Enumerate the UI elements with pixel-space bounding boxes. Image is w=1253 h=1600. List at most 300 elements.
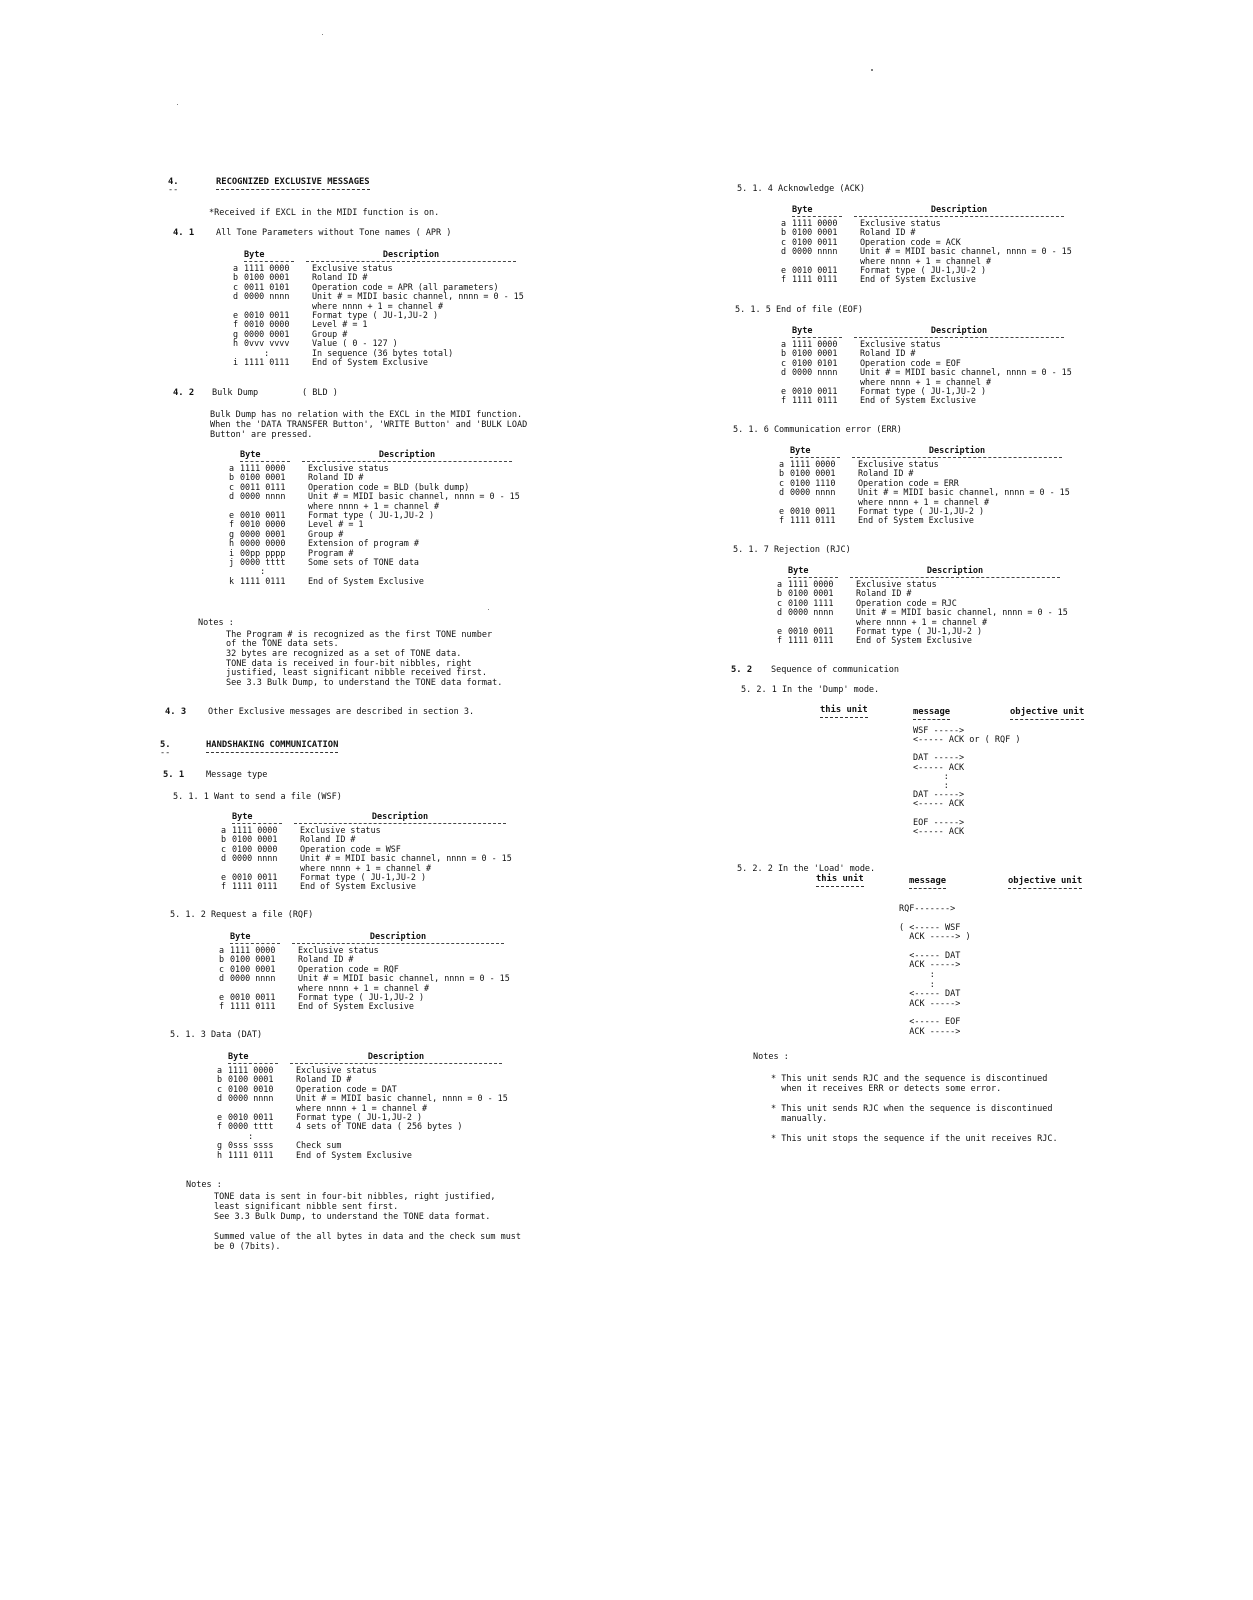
row-key: b bbox=[220, 834, 226, 845]
table-row bbox=[212, 577, 520, 586]
row-description: Roland ID # bbox=[856, 588, 912, 599]
row-byte: 0sss ssss bbox=[228, 1140, 274, 1151]
sequence-line: : bbox=[899, 969, 935, 980]
row-key bbox=[764, 257, 792, 266]
row-description: Group # bbox=[312, 328, 348, 339]
scan-speck bbox=[322, 34, 323, 35]
row-key: e bbox=[778, 506, 784, 517]
description-header-rule bbox=[302, 461, 512, 462]
section-5-1-2-title: 5. 1. 2 Request a file (RQF) bbox=[170, 910, 314, 920]
description-column-header: Description bbox=[382, 250, 440, 260]
notes-4-2-line-2: of the TONE data sets. bbox=[226, 639, 339, 649]
notes-4-2-line-6: See 3.3 Bulk Dump, to understand the TONE data format. bbox=[226, 678, 503, 688]
description-header-rule bbox=[854, 337, 1064, 338]
row-key: c bbox=[216, 1083, 222, 1094]
sequence-line: <----- ACK bbox=[913, 762, 965, 773]
row-description: End of System Exclusive bbox=[858, 515, 974, 526]
row-key bbox=[760, 618, 788, 627]
row-key: d bbox=[232, 291, 238, 302]
eof-byte-table bbox=[764, 326, 1072, 406]
table-row bbox=[762, 516, 1070, 525]
section-4-2-title: Bulk Dump bbox=[212, 388, 259, 398]
row-byte: 0011 0101 bbox=[244, 281, 290, 292]
row-description: Format type ( JU-1,JU-2 ) bbox=[308, 510, 435, 521]
err-byte-table bbox=[762, 446, 1070, 526]
row-byte: 0010 0011 bbox=[232, 872, 278, 883]
row-byte: 0100 0101 bbox=[792, 357, 838, 368]
row-description: where nnnn + 1 = channel # bbox=[856, 616, 988, 627]
dat-byte-table bbox=[200, 1052, 508, 1160]
row-key: f bbox=[776, 635, 782, 646]
section-5-1-7-title: 5. 1. 7 Rejection (RJC) bbox=[733, 545, 851, 555]
row-key bbox=[200, 1104, 228, 1113]
row-byte: 1111 0111 bbox=[232, 881, 278, 892]
section-5-1-6-title: 5. 1. 6 Communication error (ERR) bbox=[733, 425, 902, 435]
section-5-title: HANDSHAKING COMMUNICATION bbox=[206, 741, 338, 753]
notes-5-1-3-line-4: Summed value of the all bytes in data and the check sum must bbox=[214, 1232, 522, 1242]
byte-header-rule bbox=[244, 261, 294, 262]
row-description: End of System Exclusive bbox=[296, 1149, 412, 1160]
row-byte: 1111 0111 bbox=[228, 1149, 274, 1160]
row-key bbox=[202, 984, 230, 993]
sequence-line: ( <----- WSF bbox=[899, 922, 961, 933]
row-byte: 0010 0011 bbox=[788, 626, 834, 637]
row-key: k bbox=[228, 575, 234, 586]
notes-4-2-line-1: The Program # is recognized as the first TONE number bbox=[226, 630, 493, 640]
row-description: Roland ID # bbox=[858, 468, 914, 479]
row-description: Exclusive status bbox=[296, 1065, 377, 1075]
description-column-header: Description bbox=[926, 566, 984, 576]
row-byte: 0010 0011 bbox=[240, 510, 286, 521]
row-byte: 0100 0011 bbox=[792, 236, 838, 247]
byte-header-rule bbox=[792, 216, 842, 217]
byte-header-rule bbox=[792, 337, 842, 338]
table-row bbox=[204, 882, 512, 891]
row-description: Operation code = EOF bbox=[860, 357, 961, 368]
row-description: Format type ( JU-1,JU-2 ) bbox=[856, 626, 983, 637]
byte-header-rule bbox=[240, 461, 290, 462]
dump-col-message: message bbox=[913, 708, 950, 720]
row-byte: 0100 0010 bbox=[228, 1083, 274, 1094]
row-description: Exclusive status bbox=[308, 463, 389, 473]
row-key bbox=[216, 302, 244, 311]
row-description: End of System Exclusive bbox=[298, 1001, 414, 1012]
row-byte: 0100 0001 bbox=[792, 227, 838, 238]
row-key: f bbox=[780, 395, 786, 406]
row-description: Extension of program # bbox=[308, 538, 419, 549]
row-byte: : bbox=[240, 566, 266, 577]
row-byte: 1111 0111 bbox=[240, 575, 286, 586]
row-byte: 1111 0000 bbox=[232, 825, 278, 835]
row-description: where nnnn + 1 = channel # bbox=[298, 982, 430, 993]
sequence-line: ACK -----> bbox=[899, 1026, 961, 1037]
row-description: Format type ( JU-1,JU-2 ) bbox=[312, 310, 439, 321]
row-byte: 0000 tttt bbox=[240, 557, 286, 568]
byte-header-rule bbox=[788, 577, 838, 578]
row-description: Operation code = BLD (bulk dump) bbox=[308, 481, 470, 492]
row-key: f bbox=[228, 519, 234, 530]
row-key: c bbox=[228, 481, 234, 492]
row-key: h bbox=[228, 538, 234, 549]
table-row bbox=[764, 275, 1072, 284]
row-description: 4 sets of TONE data ( 256 bytes ) bbox=[296, 1121, 463, 1132]
section-4-3-text: Other Exclusive messages are described in section 3. bbox=[208, 707, 475, 717]
load-sequence-diagram bbox=[899, 905, 971, 1038]
row-key: b bbox=[232, 272, 238, 283]
sequence-line: WSF -----> bbox=[913, 726, 965, 736]
description-header-rule bbox=[854, 216, 1064, 217]
row-description: Format type ( JU-1,JU-2 ) bbox=[860, 386, 987, 397]
sequence-line: RQF-------> bbox=[899, 904, 956, 914]
rjc-byte-table bbox=[760, 566, 1068, 646]
section-4-3-number: 4. 3 bbox=[165, 707, 187, 717]
section-5-1-3-title: 5. 1. 3 Data (DAT) bbox=[170, 1030, 263, 1040]
row-byte: 0100 1111 bbox=[788, 597, 834, 608]
scan-speck bbox=[871, 69, 873, 71]
description-column-header: Description bbox=[930, 326, 988, 336]
row-key: e bbox=[216, 1112, 222, 1123]
notes-4-2-line-5: justified, least significant nibble received first. bbox=[226, 668, 487, 678]
row-byte: 0010 0011 bbox=[792, 265, 838, 276]
row-description: End of System Exclusive bbox=[856, 635, 972, 646]
row-byte: 0100 0001 bbox=[244, 272, 290, 283]
section-4-1-title: All Tone Parameters without Tone names ( APR ) bbox=[216, 228, 452, 238]
row-key bbox=[212, 502, 240, 511]
row-byte: 0010 0011 bbox=[244, 310, 290, 321]
row-description: Unit # = MIDI basic channel, nnnn = 0 - 15 bbox=[860, 367, 1072, 378]
row-key: b bbox=[216, 1074, 222, 1085]
bld-paragraph-line-3: Button' are pressed. bbox=[210, 430, 313, 440]
byte-column-header: Byte bbox=[244, 250, 265, 260]
byte-header-rule bbox=[790, 457, 840, 458]
row-description: Format type ( JU-1,JU-2 ) bbox=[860, 265, 987, 276]
row-key: g bbox=[232, 328, 238, 339]
load-col-this-unit: this unit bbox=[816, 875, 864, 887]
description-column-header: Description bbox=[367, 1052, 425, 1062]
description-header-rule bbox=[306, 261, 516, 262]
load-col-message: message bbox=[909, 877, 946, 889]
row-description: Roland ID # bbox=[312, 272, 368, 283]
notes-5-1-3-line-2: least significant nibble sent first. bbox=[214, 1202, 399, 1212]
byte-column-header: Byte bbox=[790, 446, 811, 456]
row-byte: 1111 0111 bbox=[788, 635, 834, 646]
bld-byte-table bbox=[212, 450, 520, 586]
table-row bbox=[216, 358, 524, 367]
row-key: a bbox=[780, 339, 786, 349]
sequence-line: : bbox=[913, 771, 949, 782]
row-description: Operation code = APR (all parameters) bbox=[312, 281, 499, 292]
row-key: f bbox=[218, 1001, 224, 1012]
row-byte: 1111 0000 bbox=[240, 463, 286, 473]
ack-byte-table bbox=[764, 205, 1072, 285]
row-key: f bbox=[232, 319, 238, 330]
notes-5-2-item-1-line-2: when it receives ERR or detects some error. bbox=[771, 1084, 1002, 1094]
row-key: c bbox=[218, 963, 224, 974]
row-byte: 0000 tttt bbox=[228, 1121, 274, 1132]
row-key: d bbox=[780, 246, 786, 257]
row-byte: 1111 0111 bbox=[244, 357, 290, 368]
row-key: d bbox=[220, 853, 226, 864]
row-byte: 0000 nnnn bbox=[788, 607, 834, 618]
row-byte: 0100 0001 bbox=[232, 834, 278, 845]
row-key bbox=[216, 349, 244, 358]
row-key: a bbox=[228, 463, 234, 473]
row-key bbox=[200, 1132, 228, 1141]
notes-5-2-item-1-line-1: * This unit sends RJC and the sequence is discontinued bbox=[771, 1074, 1048, 1084]
row-byte: 0000 nnnn bbox=[232, 853, 278, 864]
sequence-line: <----- ACK bbox=[913, 799, 965, 810]
row-description: Exclusive status bbox=[300, 825, 381, 835]
row-description: End of System Exclusive bbox=[300, 881, 416, 892]
row-byte: 0100 0001 bbox=[792, 348, 838, 359]
description-header-rule bbox=[292, 943, 504, 944]
row-byte: 0000 nnnn bbox=[790, 487, 836, 498]
sequence-line: EOF -----> bbox=[913, 817, 965, 828]
row-description: End of System Exclusive bbox=[308, 575, 424, 586]
section-5-1-4-title: 5. 1. 4 Acknowledge (ACK) bbox=[737, 184, 865, 194]
row-byte: 0100 0001 bbox=[788, 588, 834, 599]
row-byte: 0100 0001 bbox=[228, 1074, 274, 1085]
section-5-1-number: 5. 1 bbox=[163, 770, 185, 780]
row-byte: 0000 0001 bbox=[240, 528, 286, 539]
row-key: d bbox=[228, 491, 234, 502]
row-byte: 0000 nnnn bbox=[240, 491, 286, 502]
notes-5-1-3-title: Notes : bbox=[186, 1180, 222, 1190]
wsf-byte-table bbox=[204, 812, 512, 892]
bld-paragraph-line-2: When the 'DATA TRANSFER Button', 'WRITE Button' and 'BULK LOAD bbox=[210, 420, 528, 430]
row-key: a bbox=[776, 579, 782, 589]
row-byte: 0010 0011 bbox=[790, 506, 836, 517]
row-key: f bbox=[216, 1121, 222, 1132]
row-key: b bbox=[780, 227, 786, 238]
description-column-header: Description bbox=[369, 932, 427, 942]
sequence-line: : bbox=[913, 781, 949, 792]
notes-4-2-line-3: 32 bytes are recognized as a set of TONE data. bbox=[226, 649, 462, 659]
row-byte: 0100 0001 bbox=[230, 963, 276, 974]
table-row bbox=[200, 1151, 508, 1160]
rqf-byte-table bbox=[202, 932, 510, 1012]
sequence-line: <----- DAT bbox=[899, 989, 961, 1000]
row-description: Unit # = MIDI basic channel, nnnn = 0 - 15 bbox=[856, 607, 1068, 618]
row-byte: : bbox=[244, 347, 270, 358]
row-key: c bbox=[220, 843, 226, 854]
notes-5-1-3-line-1: TONE data is sent in four-bit nibbles, right justified, bbox=[214, 1192, 496, 1202]
row-byte: 0000 nnnn bbox=[792, 246, 838, 257]
row-byte: 0010 0011 bbox=[792, 386, 838, 397]
row-description: Exclusive status bbox=[860, 218, 941, 228]
row-description: End of System Exclusive bbox=[860, 395, 976, 406]
row-description: where nnnn + 1 = channel # bbox=[296, 1102, 428, 1113]
section-5-2-1-title: 5. 2. 1 In the 'Dump' mode. bbox=[741, 685, 880, 695]
row-key: a bbox=[778, 459, 784, 469]
notes-5-2-item-2-line-2: manually. bbox=[771, 1114, 828, 1124]
row-byte: 1111 0000 bbox=[244, 263, 290, 273]
row-description: In sequence (36 bytes total) bbox=[312, 347, 454, 358]
row-description: Level # = 1 bbox=[308, 519, 364, 530]
row-key: g bbox=[216, 1140, 222, 1151]
row-description: Operation code = ACK bbox=[860, 236, 961, 247]
scan-speck bbox=[488, 609, 489, 610]
sequence-line: : bbox=[899, 979, 935, 990]
table-row bbox=[202, 1002, 510, 1011]
row-key: a bbox=[780, 218, 786, 228]
row-byte: 1111 0111 bbox=[230, 1001, 276, 1012]
row-key: c bbox=[232, 281, 238, 292]
row-byte: 0000 0000 bbox=[240, 538, 286, 549]
row-key: b bbox=[780, 348, 786, 359]
section-4-2-number: 4. 2 bbox=[173, 388, 195, 398]
row-key: e bbox=[220, 872, 226, 883]
row-byte: 0010 0011 bbox=[228, 1112, 274, 1123]
description-header-rule bbox=[290, 1063, 502, 1064]
notes-4-2-line-4: TONE data is received in four-bit nibbles, right bbox=[226, 659, 472, 669]
byte-column-header: Byte bbox=[232, 812, 253, 822]
row-byte: 0000 0001 bbox=[244, 328, 290, 339]
row-byte: : bbox=[228, 1130, 254, 1141]
section-5-1-1-title: 5. 1. 1 Want to send a file (WSF) bbox=[173, 792, 342, 802]
row-key: e bbox=[232, 310, 238, 321]
row-description: Unit # = MIDI basic channel, nnnn = 0 - 15 bbox=[860, 246, 1072, 257]
section-4-title: RECOGNIZED EXCLUSIVE MESSAGES bbox=[216, 178, 370, 190]
apr-byte-table bbox=[216, 250, 524, 367]
row-description: Format type ( JU-1,JU-2 ) bbox=[858, 506, 985, 517]
byte-column-header: Byte bbox=[792, 205, 813, 215]
row-description: Some sets of TONE data bbox=[308, 557, 419, 568]
section-4-2-abbr: ( BLD ) bbox=[302, 388, 338, 398]
row-key: j bbox=[228, 557, 234, 568]
row-key: h bbox=[216, 1149, 222, 1160]
row-byte: 0011 0111 bbox=[240, 481, 286, 492]
dump-sequence-diagram bbox=[913, 727, 1020, 837]
bld-paragraph-line-1: Bulk Dump has no relation with the EXCL in the MIDI function. bbox=[210, 410, 523, 420]
row-description: Operation code = RQF bbox=[298, 963, 399, 974]
section-4-number: 4. bbox=[168, 177, 179, 187]
notes-5-2-item-3: * This unit stops the sequence if the unit receives RJC. bbox=[771, 1134, 1058, 1144]
sequence-line: <----- DAT bbox=[899, 950, 961, 961]
row-byte: 0010 0000 bbox=[240, 519, 286, 530]
description-header-rule bbox=[850, 577, 1060, 578]
sequence-line: <----- EOF bbox=[899, 1017, 961, 1028]
load-col-objective-unit: objective unit bbox=[1008, 877, 1082, 889]
row-description: Exclusive status bbox=[298, 945, 379, 955]
row-key: a bbox=[220, 825, 226, 835]
row-key bbox=[762, 498, 790, 507]
row-description: where nnnn + 1 = channel # bbox=[860, 255, 992, 266]
row-key: b bbox=[218, 954, 224, 965]
row-key bbox=[212, 567, 240, 576]
description-header-rule bbox=[294, 823, 506, 824]
row-description: Format type ( JU-1,JU-2 ) bbox=[298, 992, 425, 1003]
table-row bbox=[760, 636, 1068, 645]
row-key: e bbox=[218, 992, 224, 1003]
row-description: Unit # = MIDI basic channel, nnnn = 0 - 15 bbox=[296, 1093, 508, 1104]
row-description: Program # bbox=[308, 547, 354, 558]
row-byte: 0100 1110 bbox=[790, 477, 836, 488]
row-description: Unit # = MIDI basic channel, nnnn = 0 - 15 bbox=[298, 973, 510, 984]
row-description: Operation code = RJC bbox=[856, 597, 957, 608]
row-description: Unit # = MIDI basic channel, nnnn = 0 - 15 bbox=[312, 291, 524, 302]
row-byte: 0010 0000 bbox=[244, 319, 290, 330]
row-key: e bbox=[228, 510, 234, 521]
row-description: Roland ID # bbox=[300, 834, 356, 845]
row-key: a bbox=[232, 263, 238, 273]
notes-5-1-3-line-5: be 0 (7bits). bbox=[214, 1242, 281, 1252]
description-column-header: Description bbox=[371, 812, 429, 822]
row-description: Exclusive status bbox=[860, 339, 941, 349]
section-4-1-number: 4. 1 bbox=[173, 228, 195, 238]
row-key: i bbox=[228, 547, 234, 558]
row-description: Unit # = MIDI basic channel, nnnn = 0 - 15 bbox=[858, 487, 1070, 498]
table-row bbox=[764, 396, 1072, 405]
notes-5-2-item-2-line-1: * This unit sends RJC when the sequence is discontinued bbox=[771, 1104, 1053, 1114]
row-description: Roland ID # bbox=[296, 1074, 352, 1085]
row-key bbox=[204, 864, 232, 873]
row-byte: 1111 0000 bbox=[230, 945, 276, 955]
section-5-2-number: 5. 2 bbox=[731, 665, 753, 675]
row-description: End of System Exclusive bbox=[860, 274, 976, 285]
row-description: where nnnn + 1 = channel # bbox=[308, 500, 440, 511]
received-note: *Received if EXCL in the MIDI function is on. bbox=[209, 208, 440, 218]
notes-4-2-title: Notes : bbox=[198, 618, 234, 628]
byte-column-header: Byte bbox=[230, 932, 251, 942]
row-key: d bbox=[778, 487, 784, 498]
sequence-line: DAT -----> bbox=[913, 790, 965, 801]
byte-header-rule bbox=[228, 1063, 278, 1064]
row-byte: 0000 nnnn bbox=[244, 291, 290, 302]
row-key: f bbox=[220, 881, 226, 892]
row-key: b bbox=[778, 468, 784, 479]
row-description: where nnnn + 1 = channel # bbox=[860, 376, 992, 387]
scan-speck bbox=[177, 104, 178, 105]
section-5-1-title: Message type bbox=[206, 770, 268, 780]
row-description: where nnnn + 1 = channel # bbox=[858, 496, 990, 507]
description-column-header: Description bbox=[930, 205, 988, 215]
description-column-header: Description bbox=[378, 450, 436, 460]
row-description: Exclusive status bbox=[858, 459, 939, 469]
row-key: c bbox=[780, 357, 786, 368]
row-key: a bbox=[216, 1065, 222, 1075]
row-key: b bbox=[228, 472, 234, 483]
row-description: Format type ( JU-1,JU-2 ) bbox=[300, 872, 427, 883]
row-key: d bbox=[780, 367, 786, 378]
row-description: Exclusive status bbox=[856, 579, 937, 589]
row-key: d bbox=[216, 1093, 222, 1104]
description-column-header: Description bbox=[928, 446, 986, 456]
row-byte: 0000 nnnn bbox=[230, 973, 276, 984]
notes-5-2-title: Notes : bbox=[753, 1052, 789, 1062]
row-byte: 1111 0000 bbox=[792, 218, 838, 228]
row-description: Operation code = ERR bbox=[858, 477, 959, 488]
row-byte: 1111 0111 bbox=[790, 515, 836, 526]
row-key: d bbox=[218, 973, 224, 984]
row-byte: 1111 0000 bbox=[792, 339, 838, 349]
row-key: f bbox=[778, 515, 784, 526]
row-byte: 1111 0111 bbox=[792, 274, 838, 285]
row-description: Level # = 1 bbox=[312, 319, 368, 330]
row-byte: 0100 0001 bbox=[790, 468, 836, 479]
section-5-1-5-title: 5. 1. 5 End of file (EOF) bbox=[735, 305, 863, 315]
sequence-line: ACK -----> ) bbox=[899, 932, 971, 943]
row-description: Group # bbox=[308, 528, 344, 539]
row-description: Roland ID # bbox=[298, 954, 354, 965]
byte-column-header: Byte bbox=[240, 450, 261, 460]
row-byte: 1111 0000 bbox=[788, 579, 834, 589]
byte-header-rule bbox=[232, 823, 282, 824]
row-byte: 0000 nnnn bbox=[792, 367, 838, 378]
byte-column-header: Byte bbox=[788, 566, 809, 576]
row-key: f bbox=[780, 274, 786, 285]
row-byte: 0000 nnnn bbox=[228, 1093, 274, 1104]
